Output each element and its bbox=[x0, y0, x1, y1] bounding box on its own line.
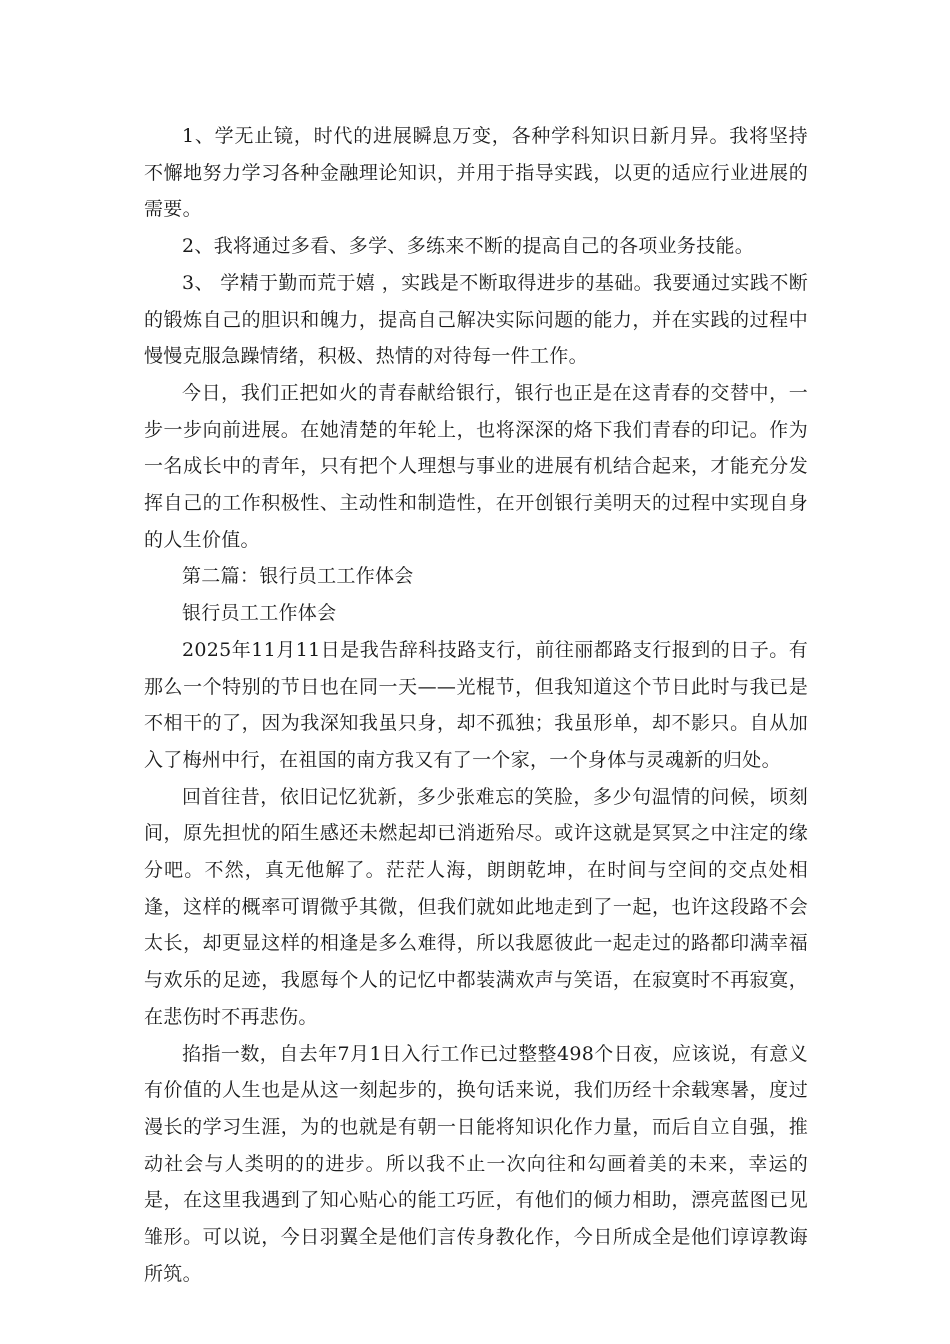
document-page bbox=[144, 118, 808, 1293]
section-heading: 第二篇：银行员工工作体会 bbox=[182, 565, 414, 588]
paragraph-youth-value: 今日，我们正把如火的青春献给银行，银行也正是在这青春的交替中，一步一步向前进展。在她清楚的年轮上，也将深深的烙下我们青春的印记。作为一名成长中的青年，只有把个人理想与事业的进展有机结合起来，才能充分发挥自己的工作积极性、主动性和制造性，在开创银行美明天的过程中实现自身的人生价值。 bbox=[144, 381, 808, 551]
paragraph-memories: 回首往昔，依旧记忆犹新，多少张难忘的笑脸，多少句温情的问候，顷刻间，原先担忧的陌生感还未燃起却已消逝殆尽。或许这就是冥冥之中注定的缘分吧。不然，真无他解了。茫茫人海，朗朗乾坤，在时间与空间的交点处相逢，这样的概率可谓微乎其微，但我们就如此地走到了一起，也许这段路不会太长，却更显这样的相逢是多么难得，所以我愿彼此一起走过的路都印满幸福与欢乐的足迹，我愿每个人的记忆中都装满欢声与笑语，在寂寞时不再寂寞，在悲伤时不再悲伤。 bbox=[144, 785, 808, 1028]
paragraph-study-goal: 1、学无止镜，时代的进展瞬息万变，各种学科知识日新月异。我将坚持不懈地努力学习各种金融理论知识，并用于指导实践，以更的适应行业进展的需要。 bbox=[144, 125, 808, 221]
paragraph-practice-goal: 3、 学精于勤而荒于嬉 ，实践是不断取得进步的基础。我要通过实践不断的锻炼自己的胆识和魄力，提高自己解决实际问题的能力，并在实践的过程中慢慢克服急躁情绪，积极、热情的对待每一件工作。 bbox=[144, 271, 808, 368]
article-title: 银行员工工作体会 bbox=[182, 602, 337, 625]
paragraph-skills-goal: 2、我将通过多看、多学、多练来不断的提高自己的各项业务技能。 bbox=[182, 235, 755, 258]
paragraph-transfer-day: 2025年11月11日是我告辞科技路支行，前往丽都路支行报到的日子。有那么一个特别的节日也在同一天——光棍节，但我知道这个节日此时与我已是不相干的了，因为我深知我虽只身，却不孤独；我虽形单，却不影只。自从加入了梅州中行，在祖国的南方我又有了一个家，一个身体与灵魂新的归处。 bbox=[144, 638, 808, 771]
paragraph-days-count: 掐指一数，自去年7月1日入行工作已过整整498个日夜，应该说，有意义有价值的人生也是从这一刻起步的，换句话来说，我们历经十余载寒暑，度过漫长的学习生涯，为的也就是有朝一日能将知识化作力量，而后自立自强，推动社会与人类明的的进步。所以我不止一次向往和勾画着美的未来，幸运的是，在这里我遇到了知心贴心的能工巧匠，有他们的倾力相助，漂亮蓝图已见雏形。可以说，今日羽翼全是他们言传身教化作，今日所成全是他们谆谆教诲所筑。 bbox=[144, 1042, 808, 1285]
